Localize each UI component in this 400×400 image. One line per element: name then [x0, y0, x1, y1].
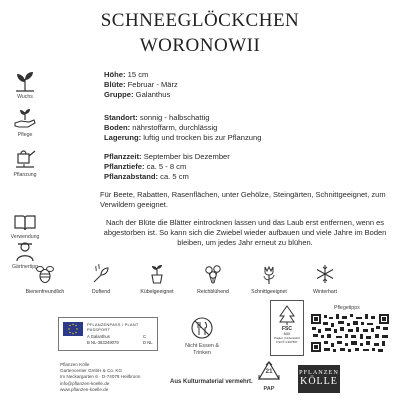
group-value: Galanthus [135, 90, 171, 100]
passport-c: C [143, 334, 147, 339]
planting-section [104, 152, 394, 183]
badge-scent-label: Duftend [91, 289, 111, 295]
badge-pot [131, 263, 183, 295]
feature-badges [0, 263, 400, 308]
passport-header: PFLANZENPASS / PLANT PASSPORT [87, 322, 139, 332]
planting-time-value: September bis Dezember [143, 152, 230, 161]
side-planting-label: Pflanzung [13, 172, 37, 178]
badge-scent [75, 263, 127, 295]
soil-value: nährstoffarm, durchlässig [132, 123, 218, 133]
fsc-line3: FSC® C107567 [276, 340, 298, 344]
badge-flowers [187, 263, 239, 295]
storage-label: Lagerung: [104, 133, 142, 143]
not-edible-label: Nicht Essen & Trinken [185, 343, 219, 356]
recycling-number: 21 [265, 368, 273, 375]
bee-icon [34, 263, 56, 285]
side-usage-label: Verwendung [10, 234, 40, 240]
side-planting [4, 146, 46, 178]
snowflake-icon [314, 263, 336, 285]
badge-winter [299, 263, 351, 295]
brand-logo [298, 365, 340, 393]
plant-growth-icon [12, 70, 38, 92]
bloom-label: Blüte: [104, 80, 126, 90]
cut-flower-icon [258, 263, 280, 285]
scent-icon [90, 263, 112, 285]
side-growth [4, 70, 46, 100]
badge-winter-label: Winterhart [313, 289, 337, 295]
company-line-5: www.pflanzen-koelle.de [60, 386, 109, 392]
gardener-icon [12, 240, 38, 262]
bloom-value: Februar - März [127, 80, 178, 90]
side-care [4, 108, 46, 138]
company-info [60, 362, 140, 393]
passport-d: D NL [143, 340, 153, 345]
care-section [104, 113, 394, 144]
badge-cut [243, 263, 295, 295]
culture-note: Aus Kulturmaterial vermehrt. [170, 379, 253, 385]
title-line-1: SCHNEEGLÖCKCHEN [100, 10, 300, 31]
growth-section [104, 70, 394, 101]
fsc-label: FSC [282, 326, 292, 332]
side-growth-label: Wuchs [17, 94, 33, 100]
care-tips-label: Pflegetipps [334, 305, 360, 311]
badge-cut-label: Schnittgeeignet [251, 289, 287, 295]
usage-text: Für Beete, Rabatten, Rasenflächen, unter Gehölze, Steingärten, Schnittgeeignet, zum Verwildern geeignet. [100, 190, 386, 209]
company-line-2: Gartencenter GmbH & Co. KG [60, 368, 123, 374]
planting-distance-value: ca. 5 cm [160, 172, 189, 182]
recycling-code: PAP [263, 386, 275, 392]
plant-passport [58, 317, 158, 351]
badge-pot-label: Kübelgeeignet [140, 289, 174, 295]
passport-b: B NL-363249079 [87, 340, 119, 345]
badge-flowers-label: Reichblühend [197, 289, 229, 295]
planting-depth-label: Pflanztiefe: [104, 162, 145, 172]
passport-a: A Galanthus [87, 334, 110, 339]
fsc-line2: Papier | Unterstützt [274, 336, 300, 340]
logo-line-2: KÖLLE [300, 376, 338, 387]
book-icon [12, 212, 38, 232]
flowers-icon [202, 263, 224, 285]
company-line-4: info@pflanzen-koelle.de [60, 380, 110, 386]
fsc-line1: MIX [283, 332, 291, 336]
soil-label: Boden: [104, 123, 131, 133]
watering-can-icon [12, 146, 38, 170]
company-line-3: Im Neckargarten 6 · D-74078 Heilbronn [60, 374, 141, 380]
eu-flag-icon [63, 322, 83, 336]
logo-line-1: PFLANZEN [299, 369, 339, 376]
height-label: Höhe: [104, 70, 126, 79]
product-title [0, 8, 400, 58]
height-value: 15 cm [127, 70, 149, 79]
planting-time-label: Pflanzzeit: [104, 152, 142, 161]
location-value: sonnig - halbschattig [139, 113, 210, 122]
qr-code-icon[interactable] [310, 313, 390, 353]
company-line-1: Pflanzen Kölle [60, 362, 90, 367]
side-usage [4, 212, 46, 240]
location-label: Standort: [104, 113, 138, 122]
side-tip-label: Gärtnertipp [12, 264, 38, 270]
group-label: Gruppe: [104, 90, 134, 100]
fsc-label-box [270, 300, 304, 356]
not-edible-icon [190, 316, 214, 340]
side-care-label: Pflege [17, 132, 33, 138]
tip-text: Nach der Blüte die Blätter eintrocknen lassen und das Laub erst entfernen, wenn es abgestorben ist. So kann sich die Zwiebel wieder aufbauen und viele Jahre im Boden bleiben, um jedes Jahr erneut zu blühen. [103, 218, 387, 247]
planting-depth-value: ca. 5 - 8 cm [146, 162, 187, 172]
storage-value: luftig und trocken bis zur Pflanzung [143, 133, 262, 143]
badge-bee [19, 263, 71, 295]
hand-plant-icon [12, 108, 38, 130]
badge-bee-label: Bienenfreundlich [25, 289, 65, 295]
planting-distance-label: Pflanzabstand: [104, 172, 159, 182]
pot-icon [146, 263, 168, 285]
fsc-tree-icon [277, 304, 297, 326]
title-line-2: WORONOWII [139, 35, 261, 56]
